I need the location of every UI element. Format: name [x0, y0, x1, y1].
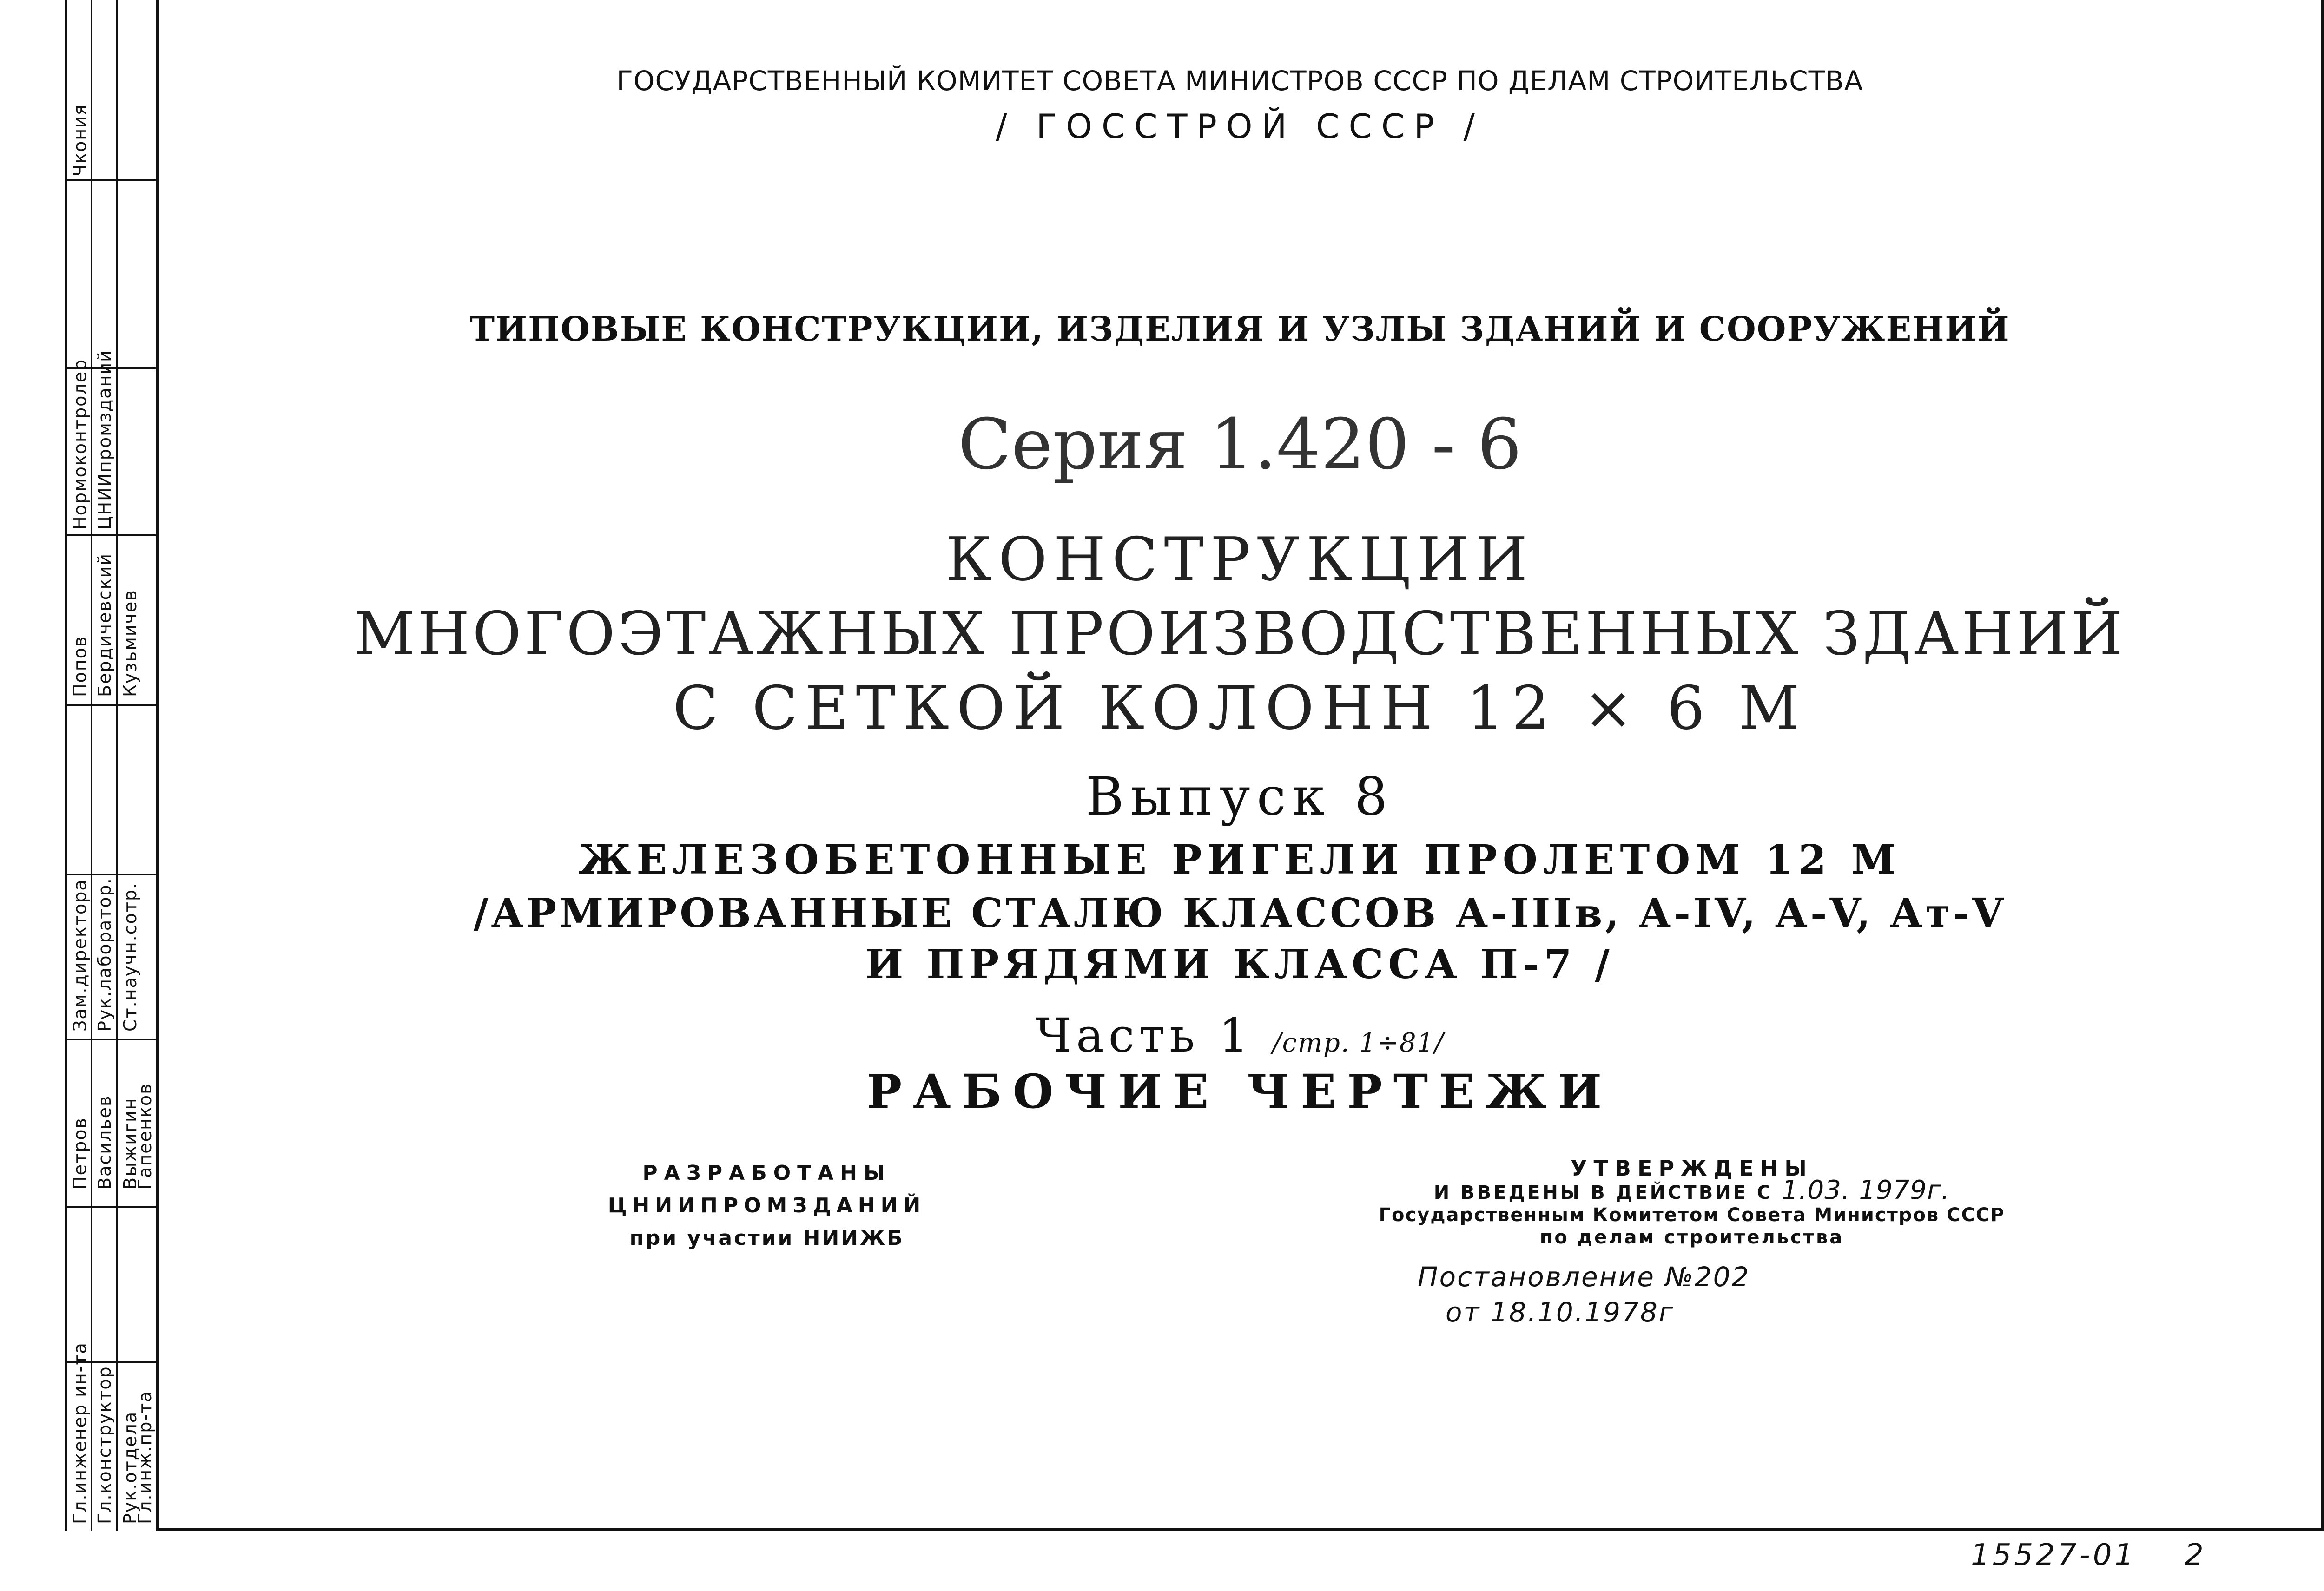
- developed-label: РАЗРАБОТАНЫ: [642, 1161, 891, 1185]
- stamp-row-line: [65, 704, 156, 706]
- stamp-row-line: [65, 1039, 156, 1040]
- decree-block: [1418, 1259, 1750, 1330]
- stamp-divider: [116, 0, 118, 1531]
- stamp-strip: [0, 0, 156, 1531]
- sheet-frame: [156, 0, 2324, 1531]
- main-title-1: КОНСТРУКЦИИ: [945, 525, 1534, 594]
- developed-block: [507, 1157, 1027, 1255]
- developed-org: ЦНИИПРОМЗДАНИЙ: [607, 1194, 926, 1217]
- decree-number: Постановление №202: [1418, 1261, 1750, 1293]
- main-title-3: С СЕТКОЙ КОЛОНН 12 × 6 М: [673, 674, 1807, 743]
- stamp-role: Рук.отдела: [120, 1411, 140, 1524]
- approved-block: [1292, 1157, 2092, 1249]
- stamp-divider: [91, 0, 92, 1531]
- part-line: [156, 1008, 2324, 1063]
- issue-subtitle-1: ЖЕЛЕЗОБЕТОННЫЕ РИГЕЛИ ПРОЛЕТОМ 12 М: [578, 836, 1901, 883]
- issue-subtitle-3: И ПРЯДЯМИ КЛАССА П-7 /: [865, 941, 1614, 988]
- page-number: 2: [2185, 1538, 2204, 1572]
- approved-label: УТВЕРЖДЕНЫ: [1571, 1156, 1813, 1181]
- stamp-name: Бердичевский: [94, 552, 115, 697]
- drawings-title: РАБОЧИЕ ЧЕРТЕЖИ: [866, 1064, 1613, 1119]
- stamp-role: ЦНИИпромзданий: [94, 349, 115, 530]
- stamp-role: Гл.инженер ин-та: [70, 1342, 90, 1524]
- stamp-row-line: [65, 534, 156, 536]
- stamp-name: Петров: [70, 1117, 90, 1190]
- stamp-name: Васильев: [94, 1095, 115, 1190]
- issue-subtitle-2: /АРМИРОВАННЫЕ СТАЛЮ КЛАССОВ А-IIIв, А-IV, А-V, Ат-V: [474, 890, 2006, 937]
- approved-authority: Государственным Комитетом Совета Министров СССР: [1379, 1204, 2005, 1226]
- approved-effective-text: И ВВЕДЕНЫ В ДЕЙСТВИЕ С: [1433, 1182, 1773, 1203]
- doc-number: 15527-01: [1971, 1538, 2137, 1572]
- stamp-name: Выжигин: [120, 1097, 140, 1190]
- stamp-name: Гапеенков: [135, 1083, 155, 1190]
- stamp-divider: [65, 0, 67, 1531]
- stamp-role: Гл.инж.пр-та: [135, 1390, 155, 1524]
- approved-date: 1.03. 1979г.: [1782, 1175, 1950, 1205]
- org-line: ГОСУДАРСТВЕННЫЙ КОМИТЕТ СОВЕТА МИНИСТРОВ СССР ПО ДЕЛАМ СТРОИТЕЛЬСТВА: [616, 65, 1863, 97]
- stamp-row-line: [65, 179, 156, 181]
- issue-title: Выпуск 8: [1085, 767, 1394, 827]
- stamp-top-label: Чкония: [70, 104, 90, 177]
- part-title: Часть 1: [1035, 1008, 1253, 1063]
- series-title: Серия 1.420 - 6: [958, 404, 1522, 485]
- stamp-name: Попов: [70, 635, 90, 697]
- part-pages: /стр. 1÷81/: [1272, 1028, 1445, 1058]
- stamp-role: Зам.директора: [70, 879, 90, 1032]
- developed-participant: при участии НИИЖБ: [629, 1226, 905, 1250]
- stamp-name: Кузьмичев: [120, 589, 140, 697]
- stamp-row-line: [65, 1206, 156, 1208]
- org-short: / ГОССТРОЙ СССР /: [996, 107, 1484, 146]
- stamp-role: Рук.лаборатор.: [94, 877, 115, 1032]
- approved-effective: [1292, 1175, 2092, 1205]
- type-line: ТИПОВЫЕ КОНСТРУКЦИИ, ИЗДЕЛИЯ И УЗЛЫ ЗДАНИЙ И СООРУЖЕНИЙ: [469, 309, 2010, 348]
- stamp-role: Гл.конструктор: [94, 1366, 115, 1524]
- main-title-2: МНОГОЭТАЖНЫХ ПРОИЗВОДСТВЕННЫХ ЗДАНИЙ: [354, 599, 2126, 669]
- decree-date: от 18.10.1978г: [1446, 1296, 1675, 1328]
- approved-authority-2: по делам строительства: [1539, 1227, 1844, 1248]
- stamp-row-line: [65, 874, 156, 875]
- stamp-role: Ст.научн.сотр.: [120, 882, 140, 1032]
- stamp-role: Нормоконтролер: [70, 358, 90, 530]
